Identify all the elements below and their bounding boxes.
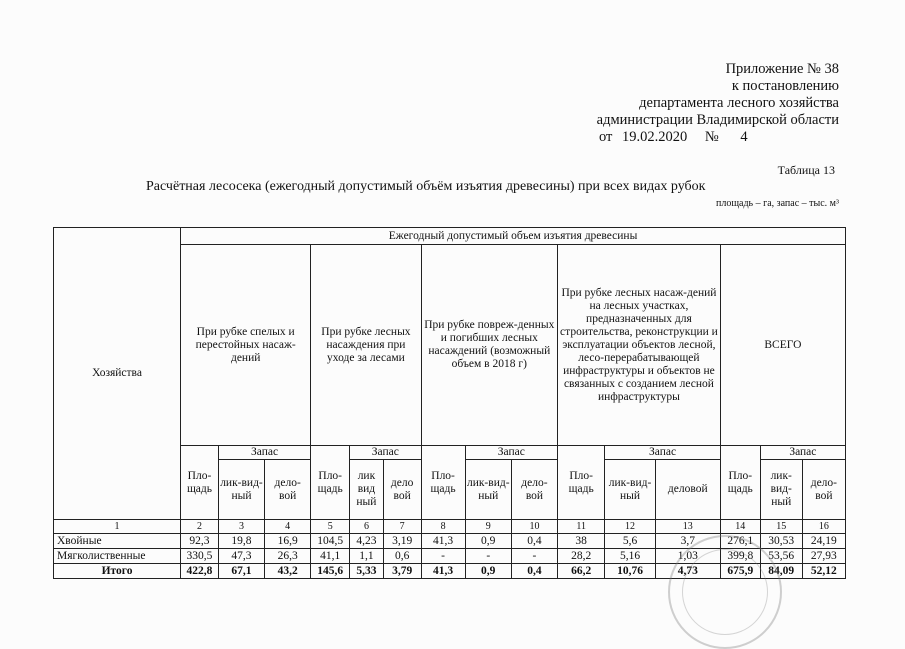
column-number: 14: [720, 520, 760, 534]
table-cell: 5,16: [605, 549, 655, 564]
table-cell: 41,3: [421, 564, 465, 579]
table-cell: 330,5: [181, 549, 219, 564]
appendix-line-2: к постановлению: [731, 78, 839, 94]
header-area: Пло-щадь: [421, 446, 465, 520]
table-cell: 3,79: [383, 564, 421, 579]
column-number: 9: [465, 520, 511, 534]
number-sign: №: [704, 129, 719, 145]
table-cell: 41,3: [421, 534, 465, 549]
header-farms: Хозяйства: [54, 228, 181, 520]
table-cell: 3,19: [383, 534, 421, 549]
table-cell: 30,53: [760, 534, 802, 549]
header-business: дело-вой: [802, 460, 845, 520]
header-area: Пло-щадь: [558, 446, 605, 520]
header-group-care: При рубке лесных насаждения при уходе за лесами: [311, 245, 421, 446]
table-cell: 4,23: [350, 534, 384, 549]
header-business: дело вой: [383, 460, 421, 520]
official-seal: [668, 535, 782, 649]
table-cell: 276,1: [720, 534, 760, 549]
appendix-line-3: департамента лесного хозяйства: [639, 95, 839, 111]
column-number: 3: [218, 520, 264, 534]
header-liquid: лик-вид-ный: [605, 460, 655, 520]
table-cell: 1,1: [350, 549, 384, 564]
column-number: 7: [383, 520, 421, 534]
table-cell: 27,93: [802, 549, 845, 564]
appendix-header: [539, 61, 839, 146]
header-area: Пло-щадь: [311, 446, 350, 520]
table-cell: -: [421, 549, 465, 564]
appendix-line-4: администрации Владимирской области: [596, 112, 839, 128]
header-stock: Запас: [605, 446, 721, 460]
table-cell: 0,9: [465, 534, 511, 549]
header-stock: Запас: [760, 446, 845, 460]
appendix-line-1: Приложение № 38: [725, 61, 839, 77]
header-liquid: лик вид ный: [350, 460, 384, 520]
header-stock: Запас: [465, 446, 557, 460]
header-business: дело-вой: [511, 460, 557, 520]
table-cell: 53,56: [760, 549, 802, 564]
table-cell: 0,4: [511, 564, 557, 579]
table-cell: 43,2: [265, 564, 311, 579]
table-cell: 399,8: [720, 549, 760, 564]
order-date: 19.02.2020: [622, 129, 688, 145]
table-cell: 1,03: [655, 549, 720, 564]
table-cell: 5,33: [350, 564, 384, 579]
column-number: 8: [421, 520, 465, 534]
header-group-mature: При рубке спелых и перестойных насаж-дений: [181, 245, 311, 446]
table-cell: 0,4: [511, 534, 557, 549]
table-cell: 104,5: [311, 534, 350, 549]
table-cell: 145,6: [311, 564, 350, 579]
table-cell: 5,6: [605, 534, 655, 549]
table-cell: 38: [558, 534, 605, 549]
table-cell: 52,12: [802, 564, 845, 579]
date-prefix: от: [599, 129, 613, 145]
order-number: 4: [740, 129, 748, 145]
table-cell: 67,1: [218, 564, 264, 579]
appendix-order-line: [539, 129, 839, 146]
column-number: 10: [511, 520, 557, 534]
header-stock: Запас: [218, 446, 310, 460]
column-number: 12: [605, 520, 655, 534]
header-group-construction: При рубке лесных насаж-дений на лесных участках, предназначенных для строительства, реконструкции и эксплуатации объектов лесной, лесо-перерабатывающей инфраструктуры и объектов не связанных с созданием лесной инфраструктуры: [558, 245, 721, 446]
row-label: Итого: [54, 564, 181, 579]
column-number: 13: [655, 520, 720, 534]
table-cell: 66,2: [558, 564, 605, 579]
header-liquid: лик-вид-ный: [760, 460, 802, 520]
page-title: Расчётная лесосека (ежегодный допустимый объём изъятия древесины) при всех видах рубок: [146, 179, 706, 194]
column-number: 1: [54, 520, 181, 534]
column-number: 4: [265, 520, 311, 534]
table-cell: 4,73: [655, 564, 720, 579]
table-cell: 41,1: [311, 549, 350, 564]
table-cell: 19,8: [218, 534, 264, 549]
table-cell: 3,7: [655, 534, 720, 549]
table-cell: 28,2: [558, 549, 605, 564]
table-cell: 675,9: [720, 564, 760, 579]
cutting-volume-table: [53, 227, 846, 579]
header-liquid: лик-вид-ный: [218, 460, 264, 520]
table-cell: 92,3: [181, 534, 219, 549]
header-group-total: ВСЕГО: [720, 245, 845, 446]
table-cell: 47,3: [218, 549, 264, 564]
table-cell: 16,9: [265, 534, 311, 549]
header-business: деловой: [655, 460, 720, 520]
table-cell: 0,9: [465, 564, 511, 579]
column-number: 11: [558, 520, 605, 534]
units-note: площадь – га, запас – тыс. м³: [715, 198, 839, 209]
table-cell: 10,76: [605, 564, 655, 579]
table-cell: -: [465, 549, 511, 564]
column-number: 16: [802, 520, 845, 534]
column-number: 2: [181, 520, 219, 534]
column-number: 15: [760, 520, 802, 534]
column-number: 6: [350, 520, 384, 534]
header-area: Пло-щадь: [720, 446, 760, 520]
table-cell: 0,6: [383, 549, 421, 564]
header-area: Пло-щадь: [181, 446, 219, 520]
column-number-row: [54, 520, 846, 534]
table-cell: 422,8: [181, 564, 219, 579]
header-annual-volume: Ежегодный допустимый объем изъятия древесины: [181, 228, 846, 245]
table-cell: 24,19: [802, 534, 845, 549]
header-liquid: лик-вид-ный: [465, 460, 511, 520]
column-number: 5: [311, 520, 350, 534]
table-cell: 26,3: [265, 549, 311, 564]
table-label: Таблица 13: [777, 163, 835, 177]
header-stock: Запас: [350, 446, 421, 460]
table-cell: -: [511, 549, 557, 564]
header-business: дело-вой: [265, 460, 311, 520]
row-label: Мягколиственные: [54, 549, 181, 564]
header-group-damaged: При рубке повреж-денных и погибших лесных насаждений (возможный объем в 2018 г): [421, 245, 558, 446]
row-label: Хвойные: [54, 534, 181, 549]
table-cell: 84,09: [760, 564, 802, 579]
